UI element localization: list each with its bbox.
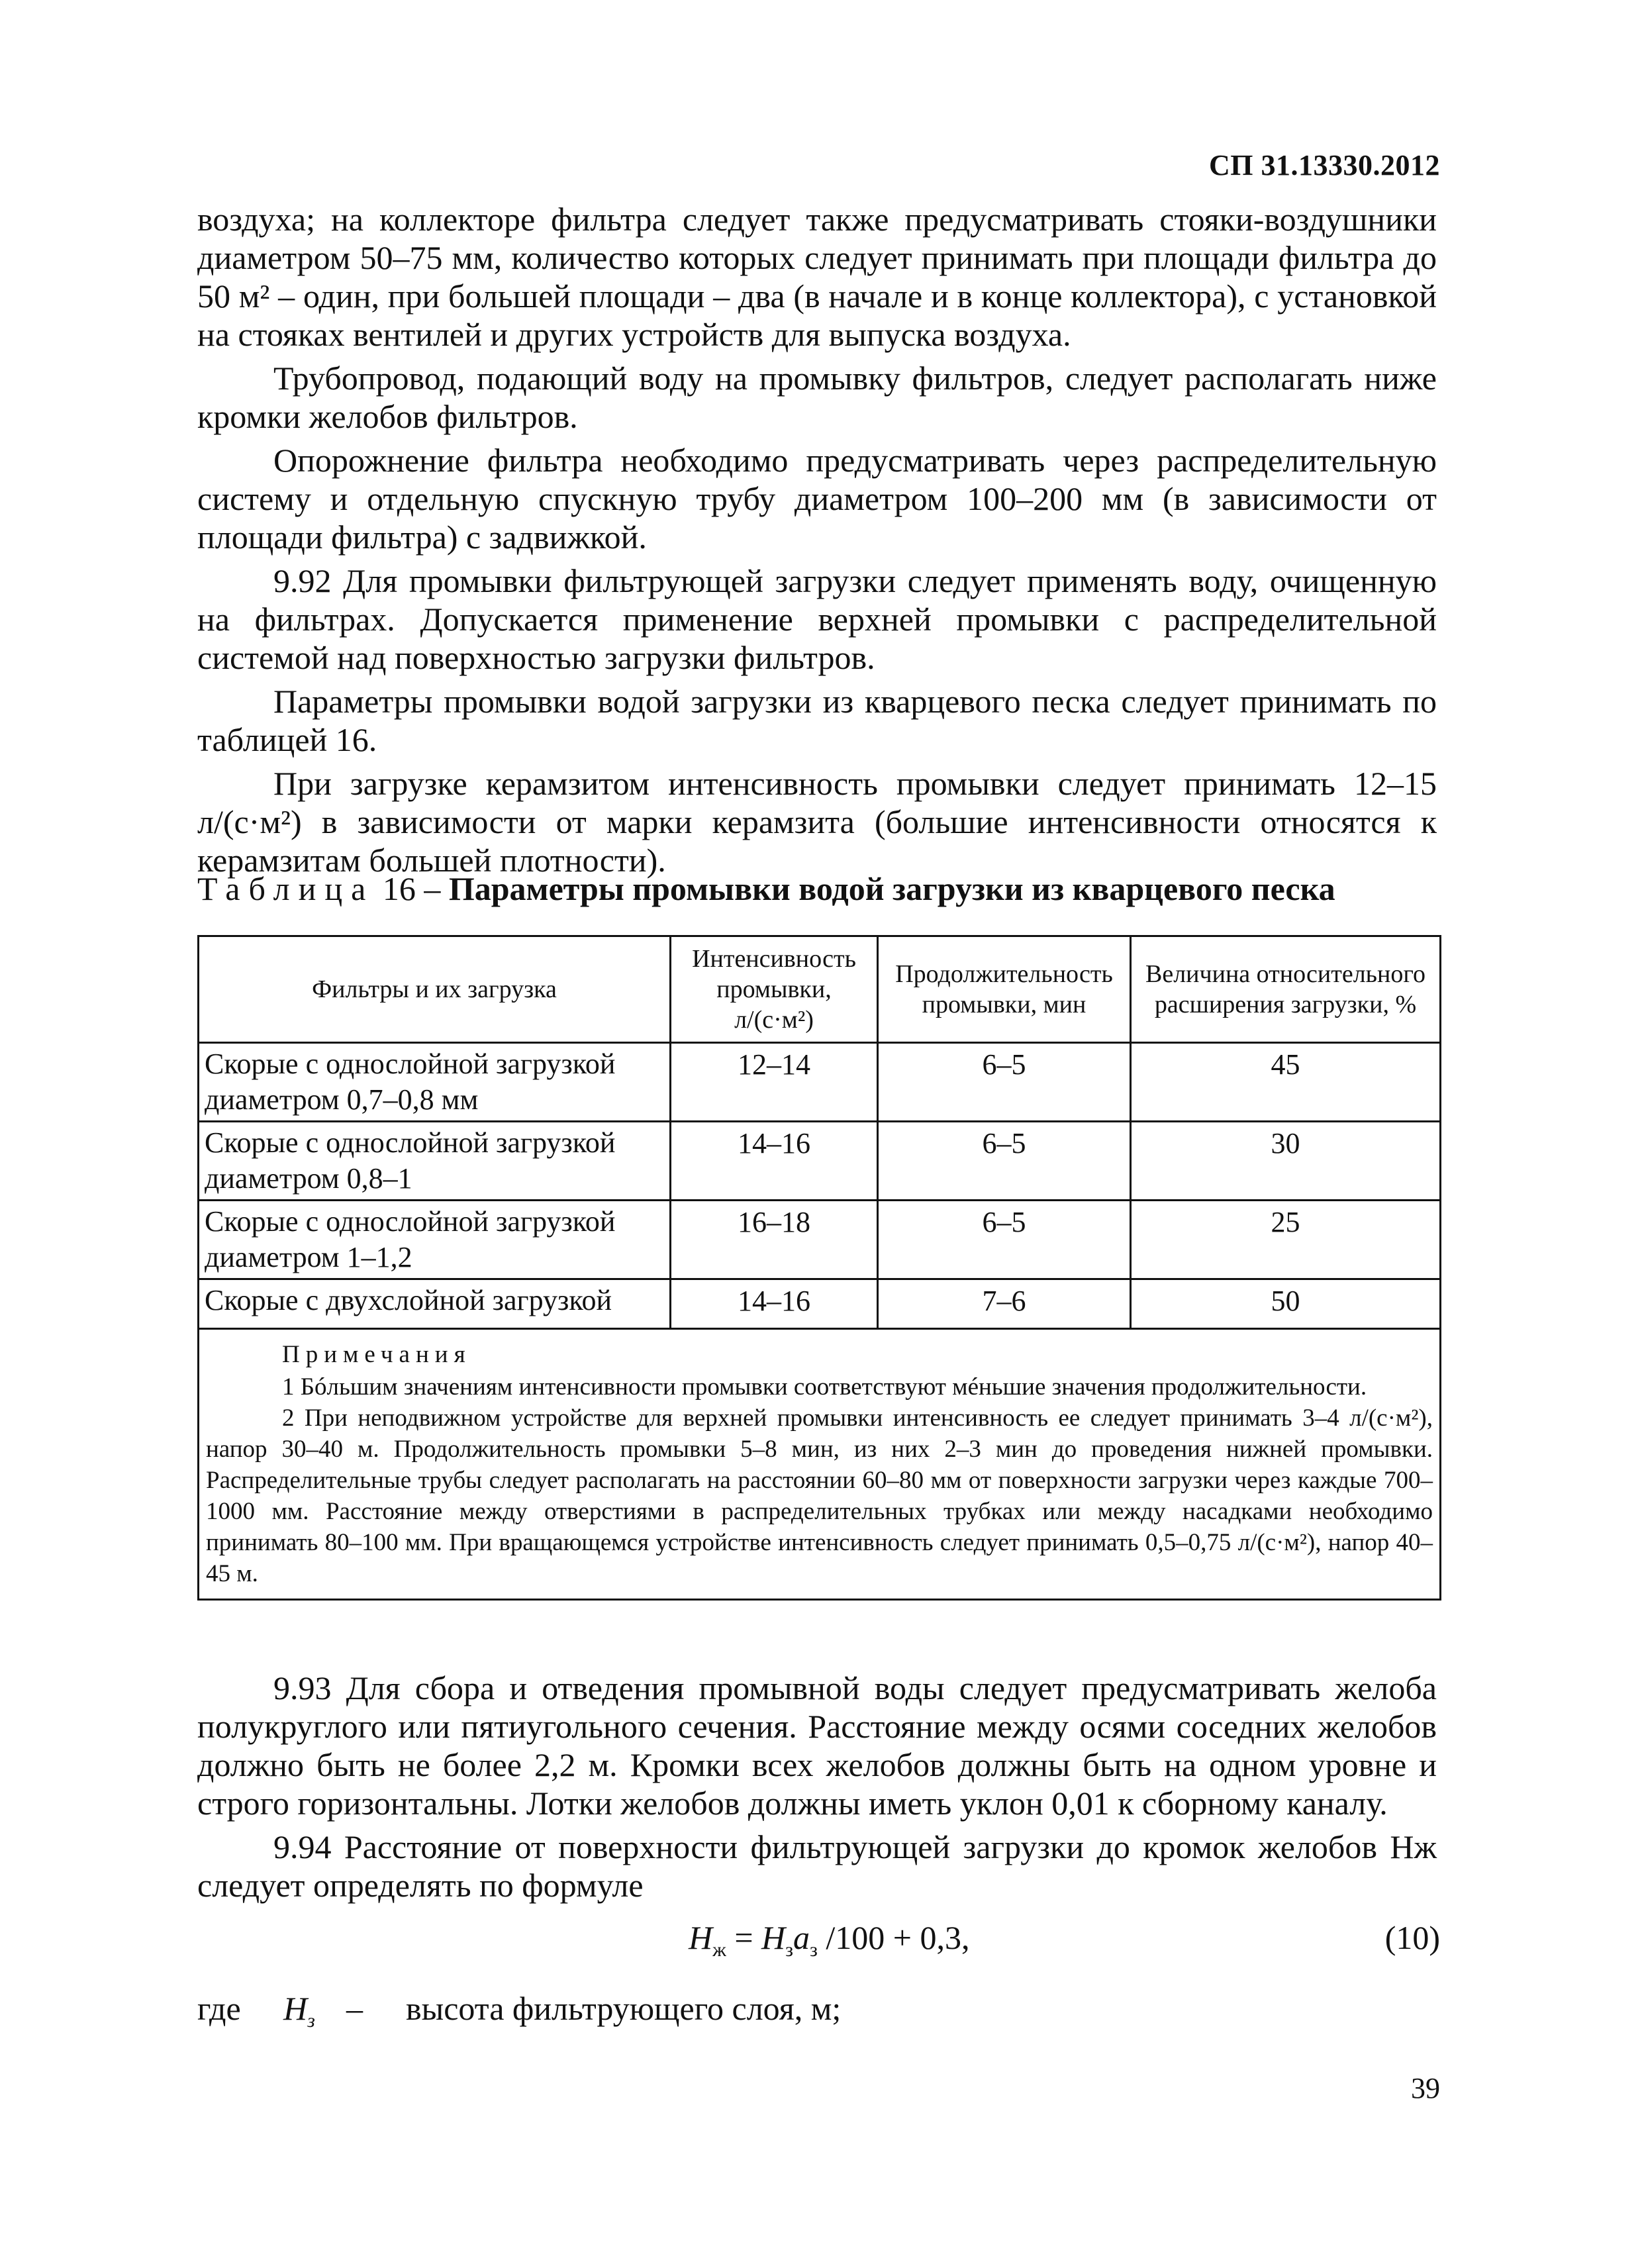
where-text: высота фильтрующего слоя, м; [406, 1990, 842, 2027]
document-code: СП 31.13330.2012 [1209, 149, 1440, 181]
table-cell: 16–18 [671, 1201, 878, 1279]
table-number: 16 – [382, 870, 441, 907]
column-header: Фильтры и их загрузка [199, 936, 671, 1043]
formula-subscript: з [785, 1939, 794, 1961]
note-item: 1 Бóльшим значениям интенсивности промывки соответствуют мéньшие значения продолжительности. [282, 1373, 1367, 1401]
table-cell: 12–14 [671, 1043, 878, 1122]
note-item: 2 При неподвижном устройстве для верхней промывки интенсивность ее следует принимать 3–4 л/(с·м²), напор 30–40 м. Продолжительность промывки 5–8 мин, из них 2–3 мин до проведения нижней промывки. Распределительные трубы следует располагать на расстоянии 60–80 мм от поверхности загрузки через каждые 700–1000 мм. Расстояние между отверстиями в распределительных трубках или между насадками необходимо принимать 80–100 мм. При вращающемся устройстве интенсивность следует принимать 0,5–0,75 л/(с·м²), напор 40–45 м. [206, 1405, 1433, 1587]
table-title: Параметры промывки водой загрузки из кварцевого песка [448, 870, 1335, 907]
table-cell: 50 [1131, 1279, 1441, 1329]
table-cell: 30 [1131, 1122, 1441, 1201]
formula-symbol: H [761, 1919, 786, 1956]
table-cell: 6–5 [878, 1122, 1131, 1201]
washing-parameters-table [197, 935, 1441, 1601]
table-cell: Скорые с однослойной загрузкой диаметром 0,8–1 [199, 1122, 671, 1201]
table-cell: 6–5 [878, 1043, 1131, 1122]
paragraph: 9.94 Расстояние от поверхности фильтрующей загрузки до кромок желобов Hж следует определять по формуле [197, 1828, 1437, 1904]
notes-heading: Примечания [282, 1341, 471, 1368]
paragraph: Трубопровод, подающий воду на промывку фильтров, следует располагать ниже кромки желобов фильтров. [197, 360, 1437, 435]
formula-explanation [197, 1989, 842, 2032]
table-cell: Скорые с однослойной загрузкой диаметром 1–1,2 [199, 1201, 671, 1279]
table-cell: Скорые с однослойной загрузкой диаметром 0,7–0,8 мм [199, 1043, 671, 1122]
table-notes-row [199, 1329, 1441, 1600]
table-cell: 45 [1131, 1043, 1441, 1122]
table-notes [206, 1339, 1433, 1589]
column-header: Интенсивность промывки, л/(с·м²) [671, 936, 878, 1043]
paragraph: Параметры промывки водой загрузки из кварцевого песка следует принимать по таблицей 16. [197, 683, 1437, 758]
where-symbol-letter: H [283, 1990, 308, 2027]
where-symbol [283, 1989, 346, 2032]
table-cell: Скорые с двухслойной загрузкой [199, 1279, 671, 1329]
table-row [199, 1279, 1441, 1329]
paragraph: 9.92 Для промывки фильтрующей загрузки следует применять воду, очищенную на фильтрах. Допускается применение верхней промывки с распределительной системой над поверхностью загрузки фильтров. [197, 562, 1437, 676]
formula-symbol: a [793, 1919, 810, 1956]
where-symbol-subscript: з [307, 2010, 315, 2032]
where-dash: – [346, 1990, 363, 2027]
formula-tail: /100 + 0,3, [817, 1919, 970, 1956]
formula-number: (10) [1384, 1919, 1440, 1956]
body-text-top [197, 200, 1437, 885]
where-word: где [197, 1990, 241, 2027]
column-header: Продолжительность промывки, мин [878, 936, 1131, 1043]
formula-equals: = [726, 1919, 762, 1956]
formula [689, 1918, 970, 1961]
formula-symbol: H [689, 1919, 713, 1956]
paragraph: воздуха; на коллекторе фильтра следует также предусматривать стояки-воздушники диаметром 50–75 мм, количество которых следует принимать при площади фильтра до 50 м² – один, при большей площади – два (в начале и в конце коллектора), с установкой на стояках вентилей и других устройств для выпуска воздуха. [197, 201, 1437, 353]
table-cell: 14–16 [671, 1279, 878, 1329]
paragraph: Опорожнение фильтра необходимо предусматривать через распределительную систему и отдельную спускную трубу диаметром 100–200 мм (в зависимости от площади фильтра) с задвижкой. [197, 442, 1437, 556]
table-header-row [199, 936, 1441, 1043]
paragraph: При загрузке керамзитом интенсивность промывки следует принимать 12–15 л/(с·м²) в зависимости от марки керамзита (большие интенсивности относятся к керамзитам большей плотности). [197, 765, 1437, 879]
table-row [199, 1043, 1441, 1122]
formula-subscript: з [810, 1939, 818, 1961]
table-cell: 7–6 [878, 1279, 1131, 1329]
column-header: Величина относительного расширения загрузки, % [1131, 936, 1441, 1043]
notes-cell [199, 1329, 1441, 1600]
table-cell: 14–16 [671, 1122, 878, 1201]
table-caption [197, 869, 1442, 909]
table-row [199, 1201, 1441, 1279]
page-number: 39 [1411, 2072, 1440, 2104]
body-text-bottom [197, 1669, 1437, 1910]
table-cell: 6–5 [878, 1201, 1131, 1279]
table-label: Таблица [197, 870, 375, 907]
table-row [199, 1122, 1441, 1201]
formula-subscript: ж [712, 1939, 726, 1961]
table-cell: 25 [1131, 1201, 1441, 1279]
paragraph: 9.93 Для сбора и отведения промывной воды следует предусматривать желоба полукруглого или пятиугольного сечения. Расстояние между осями соседних желобов должно быть не более 2,2 м. Кромки всех желобов должны быть на одном уровне и строго горизонтальны. Лотки желобов должны иметь уклон 0,01 к сборному каналу. [197, 1669, 1437, 1822]
